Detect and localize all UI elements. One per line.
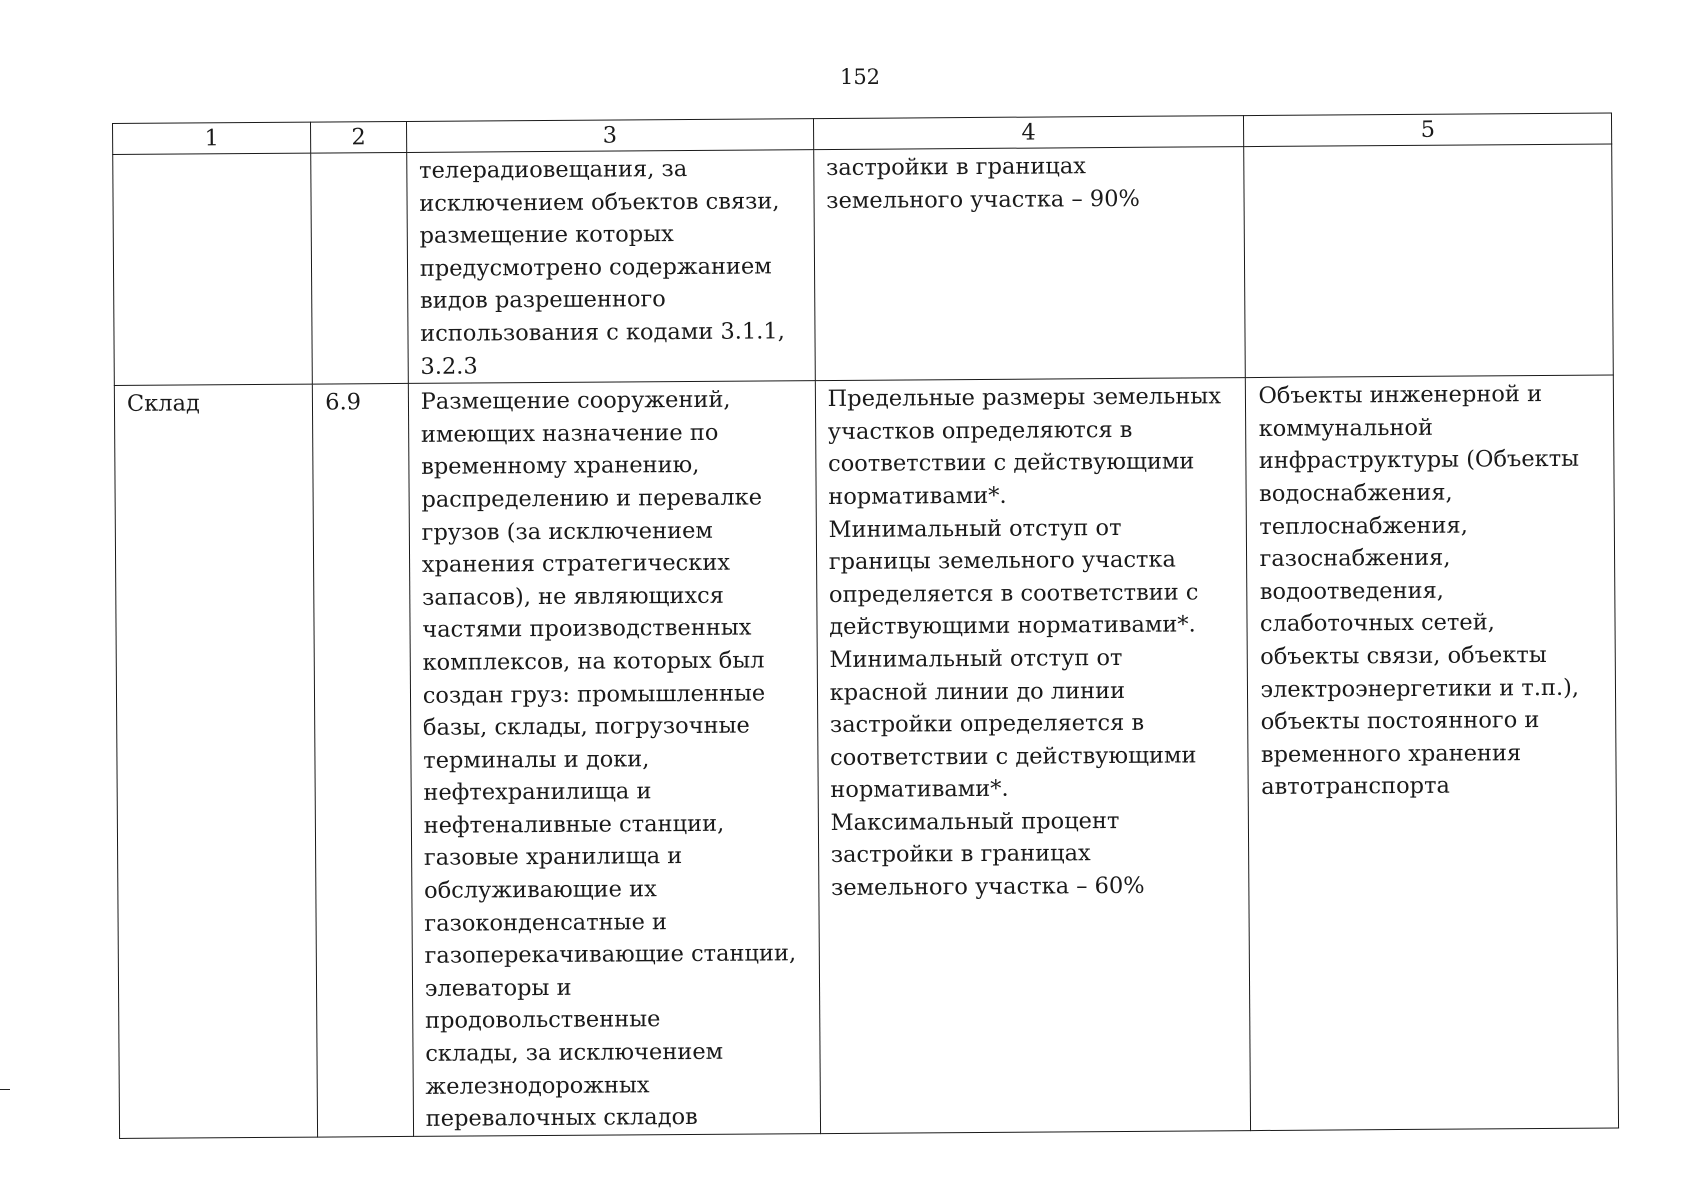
- column-header-2: 2: [311, 121, 407, 153]
- table-row: [114, 375, 1618, 1138]
- table-body: [113, 144, 1619, 1138]
- cell-use-name: [113, 153, 313, 386]
- column-header-3: 3: [406, 119, 813, 153]
- page-number: 152: [839, 65, 881, 89]
- cell-use-code: [311, 152, 408, 384]
- cell-parameters: Предельные размеры земельных участков определяются в соответствии с действующими нормативами*. Минимальный отступ от границы земельного участка определяется в соответствии с действующими нормативами*. Минимальный отступ от красной линии до линии застройки определяется в соответствии с действующими нормативами*. Максимальный процент застройки в границах земельного участка – 60%: [815, 378, 1251, 1134]
- cell-parameters: застройки в границах земельного участка – 90%: [813, 147, 1245, 381]
- table-row: [113, 144, 1614, 386]
- cell-use-description: телерадиовещания, за исключением объектов связи, размещение которых предусмотрено содержанием видов разрешенного использования с кодами 3.1.1, 3.2.3: [406, 150, 815, 384]
- document-table: [112, 113, 1619, 1139]
- cell-auxiliary-uses: Объекты инженерной и коммунальной инфраструктуры (Объекты водоснабжения, теплоснабжения, газоснабжения, водоотведения, слаботочных сетей, объекты связи, объекты электроэнергетики и т.п.), объекты постоянного и временного хранения автотранспорта: [1246, 375, 1619, 1130]
- cell-auxiliary-uses: [1244, 144, 1613, 378]
- cell-use-name: Склад: [114, 384, 318, 1138]
- cell-use-description: Размещение сооружений, имеющих назначение по временному хранению, распределению и перевалке грузов (за исключением хранения стратегических запасов), не являющихся частями производственных комплексов, на которых был создан груз: промышленные базы, склады, погрузочные терминалы и доки, нефтехранилища и нефтеналивные станции, газовые хранилища и обслуживающие их газоконденсатные и газоперекачивающие станции, элеваторы и продовольственные склады, за исключением железнодорожных перевалочных складов: [408, 381, 820, 1136]
- column-header-5: 5: [1244, 113, 1612, 147]
- column-header-1: 1: [113, 122, 311, 154]
- margin-mark: [0, 1089, 10, 1090]
- column-header-4: 4: [813, 116, 1244, 150]
- cell-use-code: 6.9: [313, 384, 414, 1137]
